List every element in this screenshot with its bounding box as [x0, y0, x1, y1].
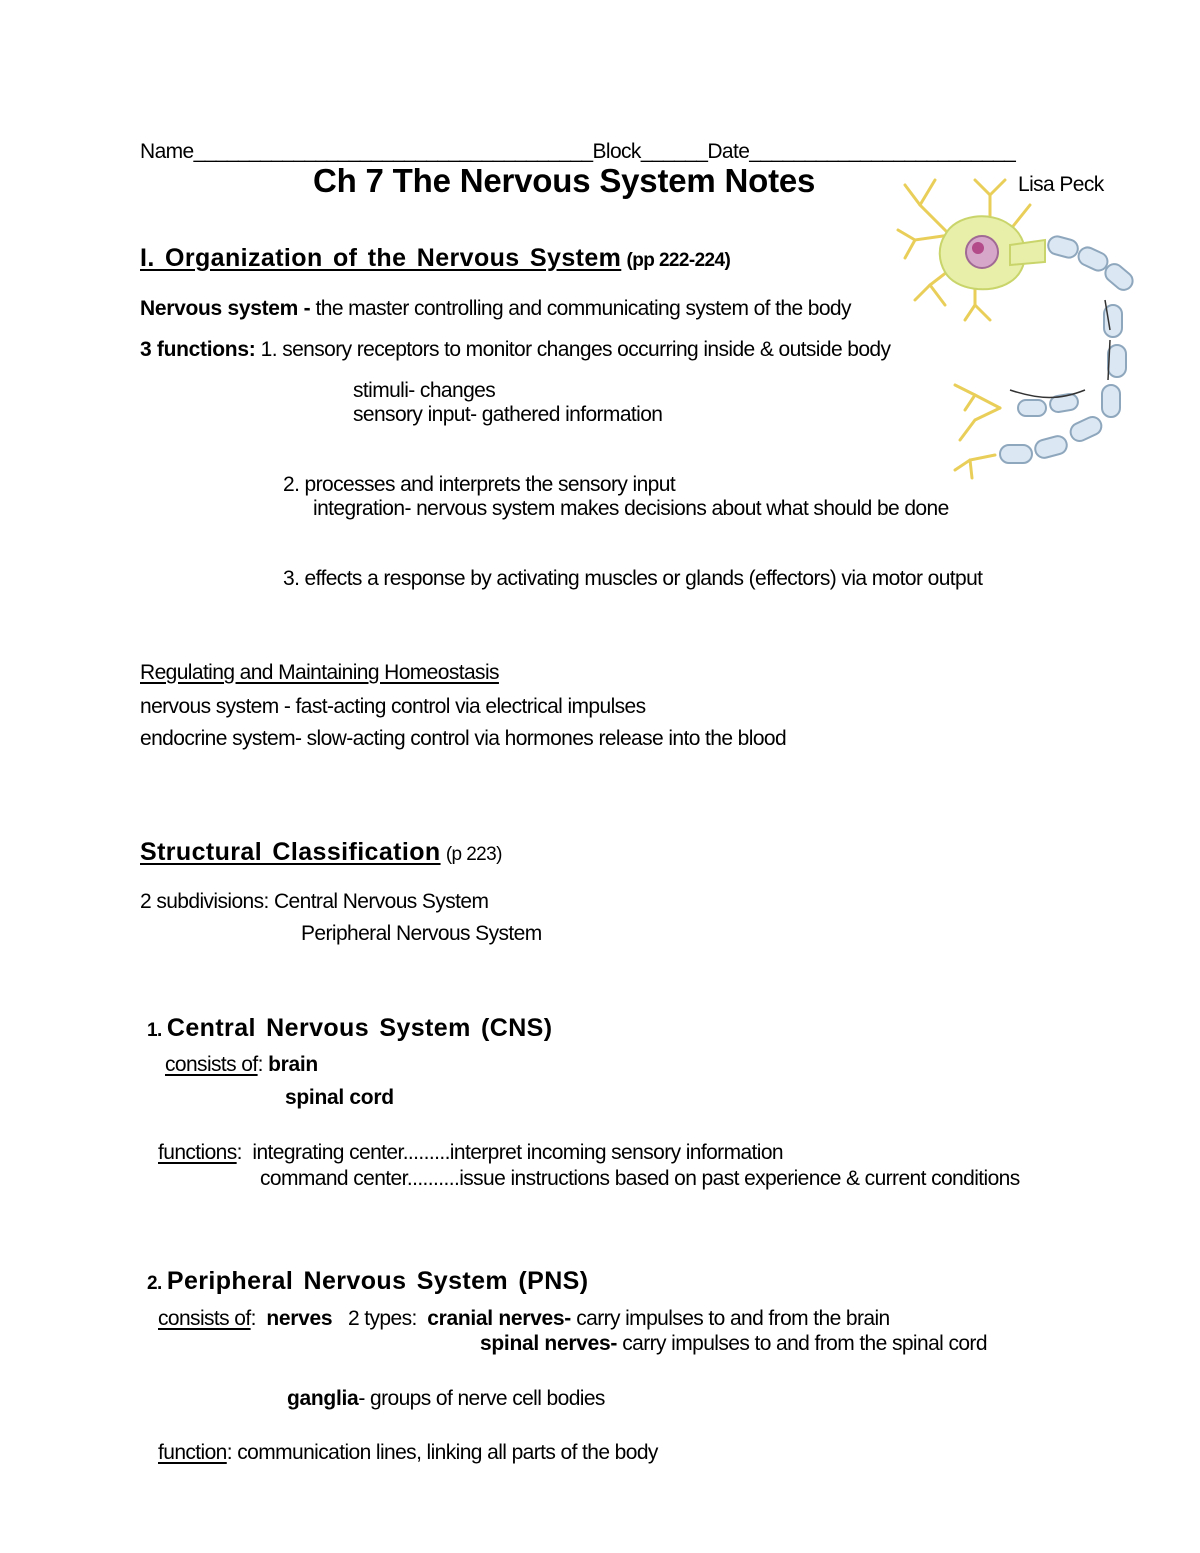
pns-subdivision: Peripheral Nervous System: [301, 922, 542, 945]
function-1: 3 functions: 1. sensory receptors to monitor changes occurring inside & outside body: [140, 338, 891, 361]
pns-consists-of: consists of: nerves 2 types: cranial nerves- carry impulses to and from the brain: [158, 1307, 890, 1330]
section-heading-structural: Structural Classification (p 223): [140, 838, 502, 866]
pns-ganglia: ganglia- groups of nerve cell bodies: [287, 1387, 605, 1410]
nervous-control-line: nervous system - fast-acting control via electrical impulses: [140, 695, 646, 718]
page-title: Ch 7 The Nervous System Notes: [313, 162, 816, 199]
endocrine-control-line: endocrine system- slow-acting control via hormones release into the blood: [140, 727, 787, 750]
cns-consists-of: consists of: brain: [165, 1053, 318, 1076]
cns-functions-integrating: functions: integrating center.........interpret incoming sensory information: [158, 1141, 784, 1164]
homeostasis-heading: Regulating and Maintaining Homeostasis: [140, 661, 499, 684]
section-heading-organization: I. Organization of the Nervous System (pp 222-224): [140, 244, 731, 272]
author-name: Lisa Peck: [1018, 173, 1104, 196]
pns-function: function: communication lines, linking all parts of the body: [158, 1441, 658, 1464]
stimuli-definition: stimuli- changes: [353, 379, 496, 402]
subdivisions-line: 2 subdivisions: Central Nervous System: [140, 890, 489, 913]
sensory-input-definition: sensory input- gathered information: [353, 403, 663, 426]
integration-definition: integration- nervous system makes decisions about what should be done: [313, 497, 949, 520]
pns-heading: 2. Peripheral Nervous System (PNS): [147, 1267, 589, 1295]
cns-functions-command: command center..........issue instructions based on past experience & current conditions: [260, 1167, 1020, 1190]
function-3: 3. effects a response by activating muscles or glands (effectors) via motor output: [283, 567, 983, 590]
function-2: 2. processes and interprets the sensory input: [283, 473, 676, 496]
nervous-system-definition: Nervous system - the master controlling and communicating system of the body: [140, 297, 851, 320]
cns-spinal-cord: spinal cord: [285, 1086, 394, 1109]
pns-spinal-nerves: spinal nerves- carry impulses to and from the spinal cord: [480, 1332, 987, 1355]
cns-heading: 1. Central Nervous System (CNS): [147, 1014, 553, 1042]
name-field-label: Name____________________________________Block______Date________________________: [140, 140, 1016, 163]
